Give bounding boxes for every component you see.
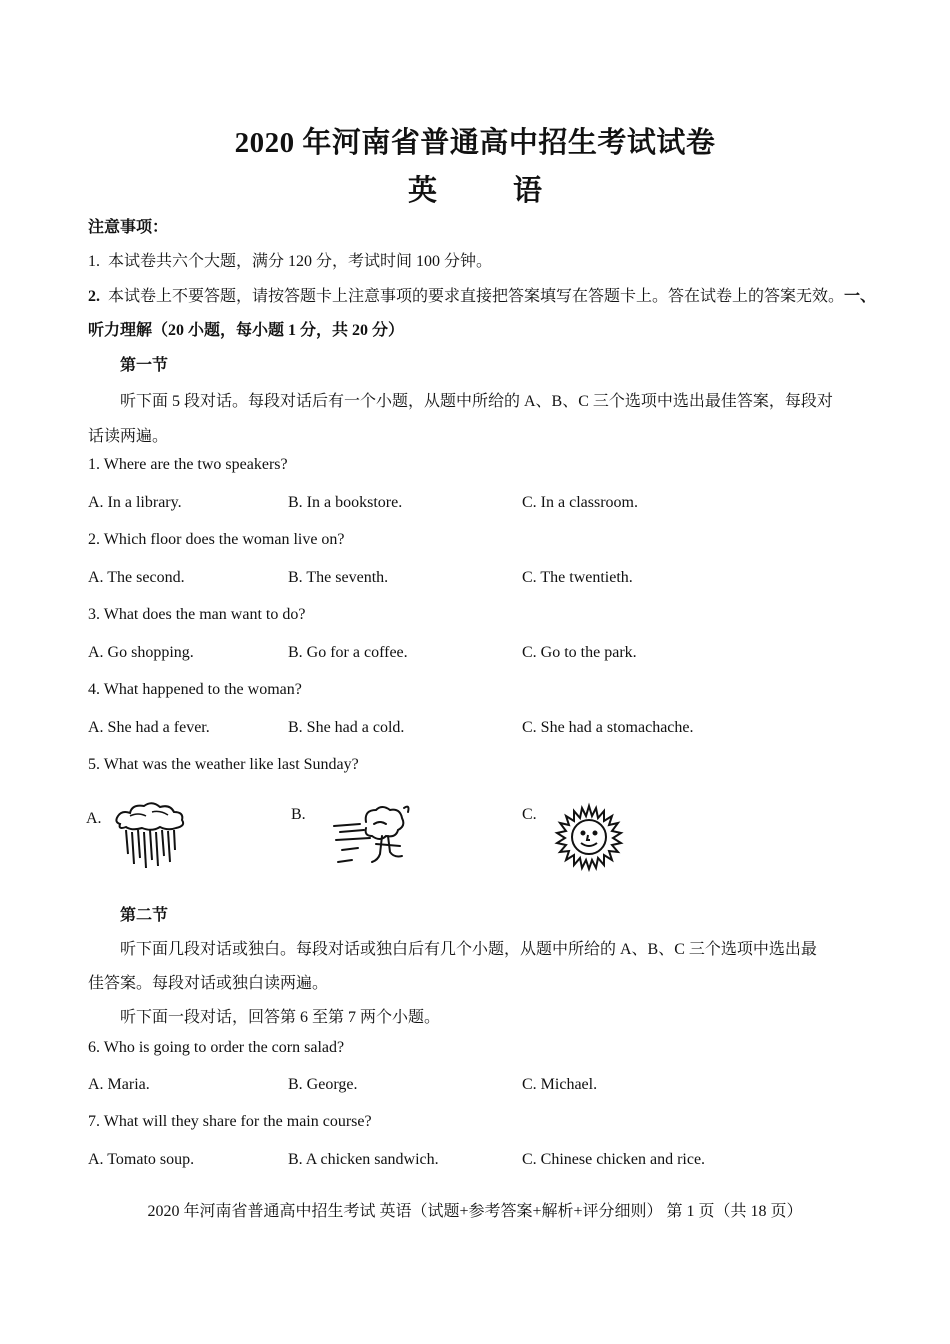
q5-option-c: C. — [522, 806, 537, 823]
page-footer: 2020 年河南省普通高中招生考试 英语（试题+参考答案+解析+评分细则） 第 1 页（共 18 页） — [147, 1203, 803, 1220]
subject-char-2: 语 — [513, 175, 543, 207]
subject-char-1: 英 — [407, 175, 437, 207]
question-5: 5. What was the weather like last Sunday? — [88, 756, 359, 773]
question-4: 4. What happened to the woman? — [88, 681, 302, 698]
q7-option-a: A. Tomato soup. — [88, 1151, 195, 1168]
question-1: 1. Where are the two speakers? — [88, 456, 288, 473]
q1-option-c: C. In a classroom. — [522, 494, 638, 511]
section-two-label: 第二节 — [120, 907, 169, 924]
notice-item-2-text: 本试卷上不要答题，请按答题卡上注意事项的要求直接把答案填写在答题卡上。答在试卷上的答案无效。 — [108, 288, 845, 305]
q1-option-a: A. In a library. — [88, 494, 182, 511]
notice-item-1 — [88, 248, 492, 271]
notice-item-1-text: 本试卷共六个大题，满分 120 分，考试时间 100 分钟。 — [108, 253, 493, 270]
q3-option-b: B. Go for a coffee. — [288, 644, 408, 661]
q2-option-c: C. The twentieth. — [522, 569, 633, 586]
q6-option-b: B. George. — [288, 1076, 358, 1093]
question-2: 2. Which floor does the woman live on? — [88, 531, 345, 548]
wind-icon — [330, 800, 412, 868]
question-6: 6. Who is going to order the corn salad? — [88, 1039, 345, 1056]
q4-option-a: A. She had a fever. — [88, 719, 210, 736]
q3-option-c: C. Go to the park. — [522, 644, 637, 661]
q2-option-b: B. The seventh. — [288, 569, 389, 586]
q6-option-a: A. Maria. — [88, 1076, 150, 1093]
question-7: 7. What will they share for the main course? — [88, 1113, 372, 1130]
notice-heading: 注意事项： — [88, 219, 169, 236]
section-two-instruction: 听下面几段对话或独白。每段对话或独白后有几个小题，从题中所给的 A、B、C 三个选项中选出最 — [120, 941, 817, 958]
section-one-instruction: 听下面 5 段对话。每段对话后有一个小题，从题中所给的 A、B、C 三个选项中选出最佳答案，每段对 — [120, 393, 833, 410]
notice-item-1-num: 1. — [88, 253, 100, 270]
q2-option-a: A. The second. — [88, 569, 185, 586]
q7-option-c: C. Chinese chicken and rice. — [522, 1151, 706, 1168]
q7-option-b: B. A chicken sandwich. — [288, 1151, 439, 1168]
q1-option-b: B. In a bookstore. — [288, 494, 403, 511]
q4-option-b: B. She had a cold. — [288, 719, 405, 736]
dialogue-instruction: 听下面一段对话，回答第 6 至第 7 两个小题。 — [120, 1009, 441, 1026]
q6-option-c: C. Michael. — [522, 1076, 598, 1093]
section-one-instruction-cont: 话读两遍。 — [88, 428, 169, 445]
q3-option-a: A. Go shopping. — [88, 644, 194, 661]
rain-cloud-icon — [112, 800, 188, 872]
section-one-label: 第一节 — [120, 357, 169, 374]
q4-option-c: C. She had a stomachache. — [522, 719, 694, 736]
section-two-instruction-cont: 佳答案。每段对话或独白读两遍。 — [88, 975, 329, 992]
part-one-heading: 听力理解（20 小题，每小题 1 分，共 20 分） — [88, 322, 405, 339]
q5-option-b: B. — [291, 806, 306, 823]
notice-item-2-num: 2. — [88, 288, 100, 305]
part-one-number: 一、 — [844, 288, 877, 305]
q5-option-a: A. — [86, 810, 102, 827]
question-3: 3. What does the man want to do? — [88, 606, 306, 623]
exam-title: 2020 年河南省普通高中招生考试试卷 — [234, 127, 716, 159]
notice-item-2 — [88, 283, 876, 306]
subject-title — [0, 168, 950, 209]
sun-icon — [554, 802, 624, 872]
